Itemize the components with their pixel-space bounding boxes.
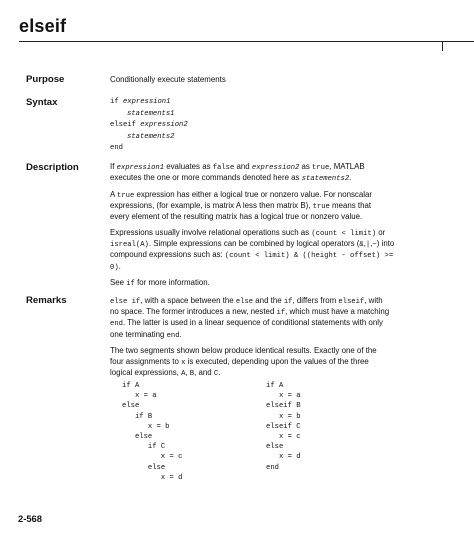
code-line: x = c <box>266 433 301 441</box>
code-line: else <box>122 463 166 472</box>
syntax-line: if expression1 <box>110 98 171 106</box>
code-line: end <box>266 463 279 472</box>
syntax-line: elseif expression2 <box>110 121 188 129</box>
code-line: x = d <box>266 453 301 462</box>
code-line: elseif C <box>266 422 301 431</box>
code-line: x = b <box>122 422 170 431</box>
code-line: elseif B <box>266 402 301 411</box>
code-line: if B <box>122 412 153 421</box>
syntax-line: end <box>110 144 123 152</box>
code-line: if A <box>266 382 284 390</box>
code-line: else <box>122 402 140 411</box>
syntax-line: statements1 <box>127 109 175 118</box>
code-line: else <box>122 433 153 441</box>
remarks-heading: Remarks <box>26 295 67 306</box>
syntax-line: statements2 <box>127 132 175 141</box>
description-paragraph: Expressions usually involve relational operations such as (count < limit) or isreal(A). Simple expressions can be combined by logical operators (&,|,~) into compound expressions such as: (count < limit) & ((height - offset) >= 0). <box>110 228 395 272</box>
syntax-block <box>110 98 310 158</box>
code-line: if C <box>122 443 166 452</box>
code-example-elseif <box>266 382 376 482</box>
description-paragraph: A true expression has either a logical true or nonzero value. For nonscalar expressions, (for example, is matrix A less then matrix B), true means that every element of the resulting matrix has a logical true or nonzero value. <box>110 189 373 222</box>
page-number: 2-568 <box>18 513 42 524</box>
purpose-heading: Purpose <box>26 74 65 85</box>
title-rule <box>19 41 474 42</box>
code-line: x = c <box>122 453 183 462</box>
code-example-nested <box>122 382 242 492</box>
remarks-paragraph: The two segments shown below produce identical results. Exactly one of the four assignments to x is executed, depending upon the values of the three logical expressions, A, B, and C. <box>110 346 377 378</box>
code-line: else <box>266 443 284 452</box>
description-paragraph: See if for more information. <box>110 278 210 289</box>
remarks-paragraph: else if, with a space between the else and the if, differs from elseif, with no space. The former introduces a new, nested if, which must have a matching end. The latter is used in a linear sequence of conditional statements with only one terminating end. <box>110 296 390 340</box>
code-line: x = a <box>122 392 157 401</box>
description-body <box>110 162 430 295</box>
description-heading: Description <box>26 162 79 173</box>
title-rule-tick <box>442 41 443 51</box>
code-line: x = a <box>266 392 301 401</box>
purpose-text: Conditionally execute statements <box>110 75 226 84</box>
code-line: x = b <box>266 412 301 421</box>
page-title: elseif <box>19 16 67 36</box>
remarks-body <box>110 296 430 384</box>
syntax-heading: Syntax <box>26 97 58 108</box>
code-line: x = d <box>122 473 183 482</box>
description-paragraph: If expression1 evaluates as false and expression2 as true, MATLAB executes the one or more commands denoted here as statements2. <box>110 162 365 184</box>
code-line: if A <box>122 382 140 390</box>
